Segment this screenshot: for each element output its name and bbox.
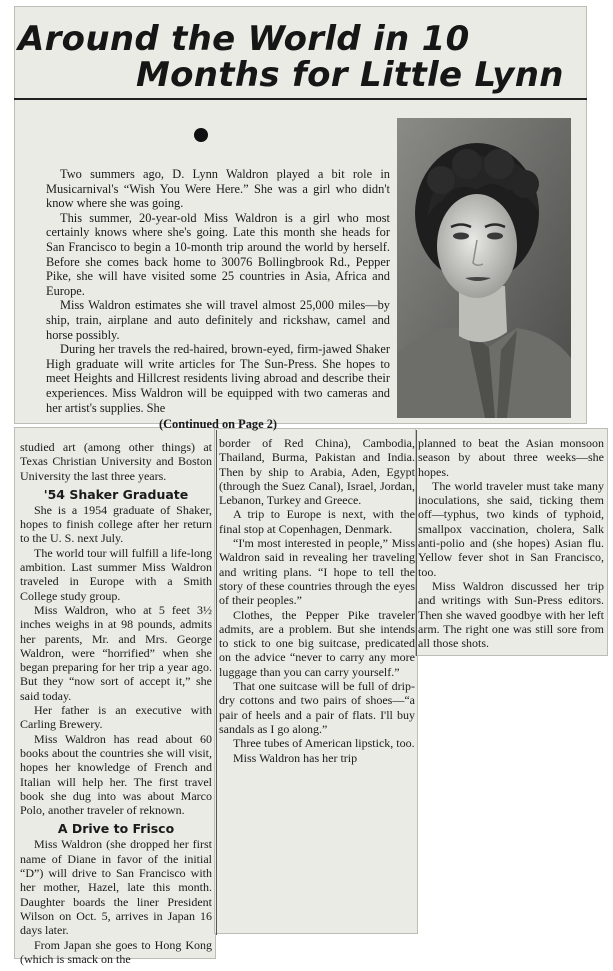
column-divider — [216, 430, 217, 935]
column-paragraph: Miss Waldron has her trip — [233, 750, 358, 765]
headline-rule — [14, 98, 587, 100]
column-paragraph: That one suitcase will be full of drip-dry cottons and two pairs of shoes—“a pair of heels and a pair of flats. I'll buy sandals as I go along.” — [219, 679, 415, 736]
lead-paragraph: Two summers ago, D. Lynn Waldron played a bit role in Musicarnival's “Wish You Were Here.” She was a girl who didn't know where she was going. — [46, 167, 390, 211]
column-divider — [416, 430, 417, 656]
column-paragraph: Miss Waldron (she dropped her first name of Diane in favor of the initial “D”) will drive to San Francisco with her mother, Hazel, late this month. Daughter boards the liner President Wilson on Oct. 5, arrives in Japan 16 days later. — [20, 837, 212, 938]
subheading-shaker-graduate: '54 Shaker Graduate — [43, 486, 189, 502]
bullet-dot — [194, 128, 208, 142]
lead-paragraph: This summer, 20-year-old Miss Waldron is a girl who most certainly knows where she's going. Late this month she heads for San Francisco to begin a 10-month trip around the world by herself. Before she comes back home to 30076 Bollingbrook Rd., Pepper Pike, she will have visited some 25 countries in Asia, Africa and Europe. — [46, 210, 390, 298]
column-paragraph: Three tubes of American lipstick, too. — [233, 736, 415, 751]
continued-notice: (Continued on Page 2) — [158, 417, 278, 432]
lead-story — [46, 167, 390, 432]
column-paragraph: studied art (among other things) at Texas Christian University and Boston University the last three years. — [20, 440, 212, 483]
column-paragraph: Miss Waldron has read about 60 books about the countries she will visit, hopes her knowledge of French and Italian will help her. The first travel book she dug into was about Marco Polo, another traveler of reknown. — [20, 731, 212, 818]
headline-line-1: Around the World in 10 — [18, 19, 470, 59]
column-2 — [219, 436, 415, 765]
column-paragraph: border of Red China), Cambodia, Thailand, Burma, Pakistan and India. Then by ship to Arabia, Aden, Egypt (through the Suez Canal), Israel, Jordan, Lebanon, Turkey and Greece. — [219, 436, 415, 508]
column-paragraph: The world tour will fulfill a life-long ambition. Last summer Miss Waldron traveled in Europe with a Smith College study group. — [20, 545, 212, 603]
column-paragraph: planned to beat the Asian monsoon season by about three weeks—she hopes. — [418, 436, 604, 479]
lead-paragraph: Miss Waldron estimates she will travel almost 25,000 miles—by ship, train, airplane and auto definitely and rickshaw, camel and horse possibly. — [46, 298, 390, 342]
column-paragraph: She is a 1954 graduate of Shaker, hopes to finish college after her return to the U. S. next July. — [20, 502, 212, 546]
column-paragraph: Clothes, the Pepper Pike traveler admits, are a problem. But she intends to stick to one big suitcase, predicated on the advice “never to carry any more luggage than you can carry yourself.” — [219, 607, 415, 679]
column-1 — [20, 440, 212, 966]
column-paragraph: “I'm most interested in people,” Miss Waldron said in revealing her traveling and writing plans. “I hope to tell the story of these countries through the eyes of their peoples.” — [219, 536, 415, 608]
column-3 — [418, 436, 604, 650]
column-paragraph: The world traveler must take many inoculations, she said, ticking them off—typhus, two kinds of typhoid, smallpox vaccination, cholera, Salk anti-polio and (she hopes) Asian flu. Yellow fever shot in San Francisco, too. — [418, 478, 604, 579]
subheading-drive-to-frisco: A Drive to Frisco — [57, 821, 175, 837]
column-paragraph: Miss Waldron, who at 5 feet 3½ inches weighs in at 98 pounds, admits her parents, Mr. and Mrs. George Waldron, were “horrified” when she began preparing for her trip a year ago. But they “now sort of accept it,” she said today. — [20, 602, 212, 703]
lead-paragraph: During her travels the red-haired, brown-eyed, firm-jawed Shaker High graduate will write articles for The Sun-Press. She hopes to meet Heights and Hillcrest residents living abroad and describe their experiences. Miss Waldron will be equipped with two cameras and her artist's supplies. She — [46, 342, 390, 415]
column-paragraph: Her father is an executive with Carling Brewery. — [20, 703, 212, 732]
headline-line-2: Months for Little Lynn — [136, 55, 564, 95]
column-paragraph: Miss Waldron discussed her trip and writings with Sun-Press editors. Then she waved goodbye with her left arm. The right one was still sore from all those shots. — [418, 578, 604, 651]
column-paragraph: A trip to Europe is next, with the final stop at Copenhagen, Denmark. — [219, 507, 415, 536]
portrait-photo — [397, 118, 571, 418]
column-paragraph: From Japan she goes to Hong Kong (which is smack on the — [20, 937, 212, 966]
